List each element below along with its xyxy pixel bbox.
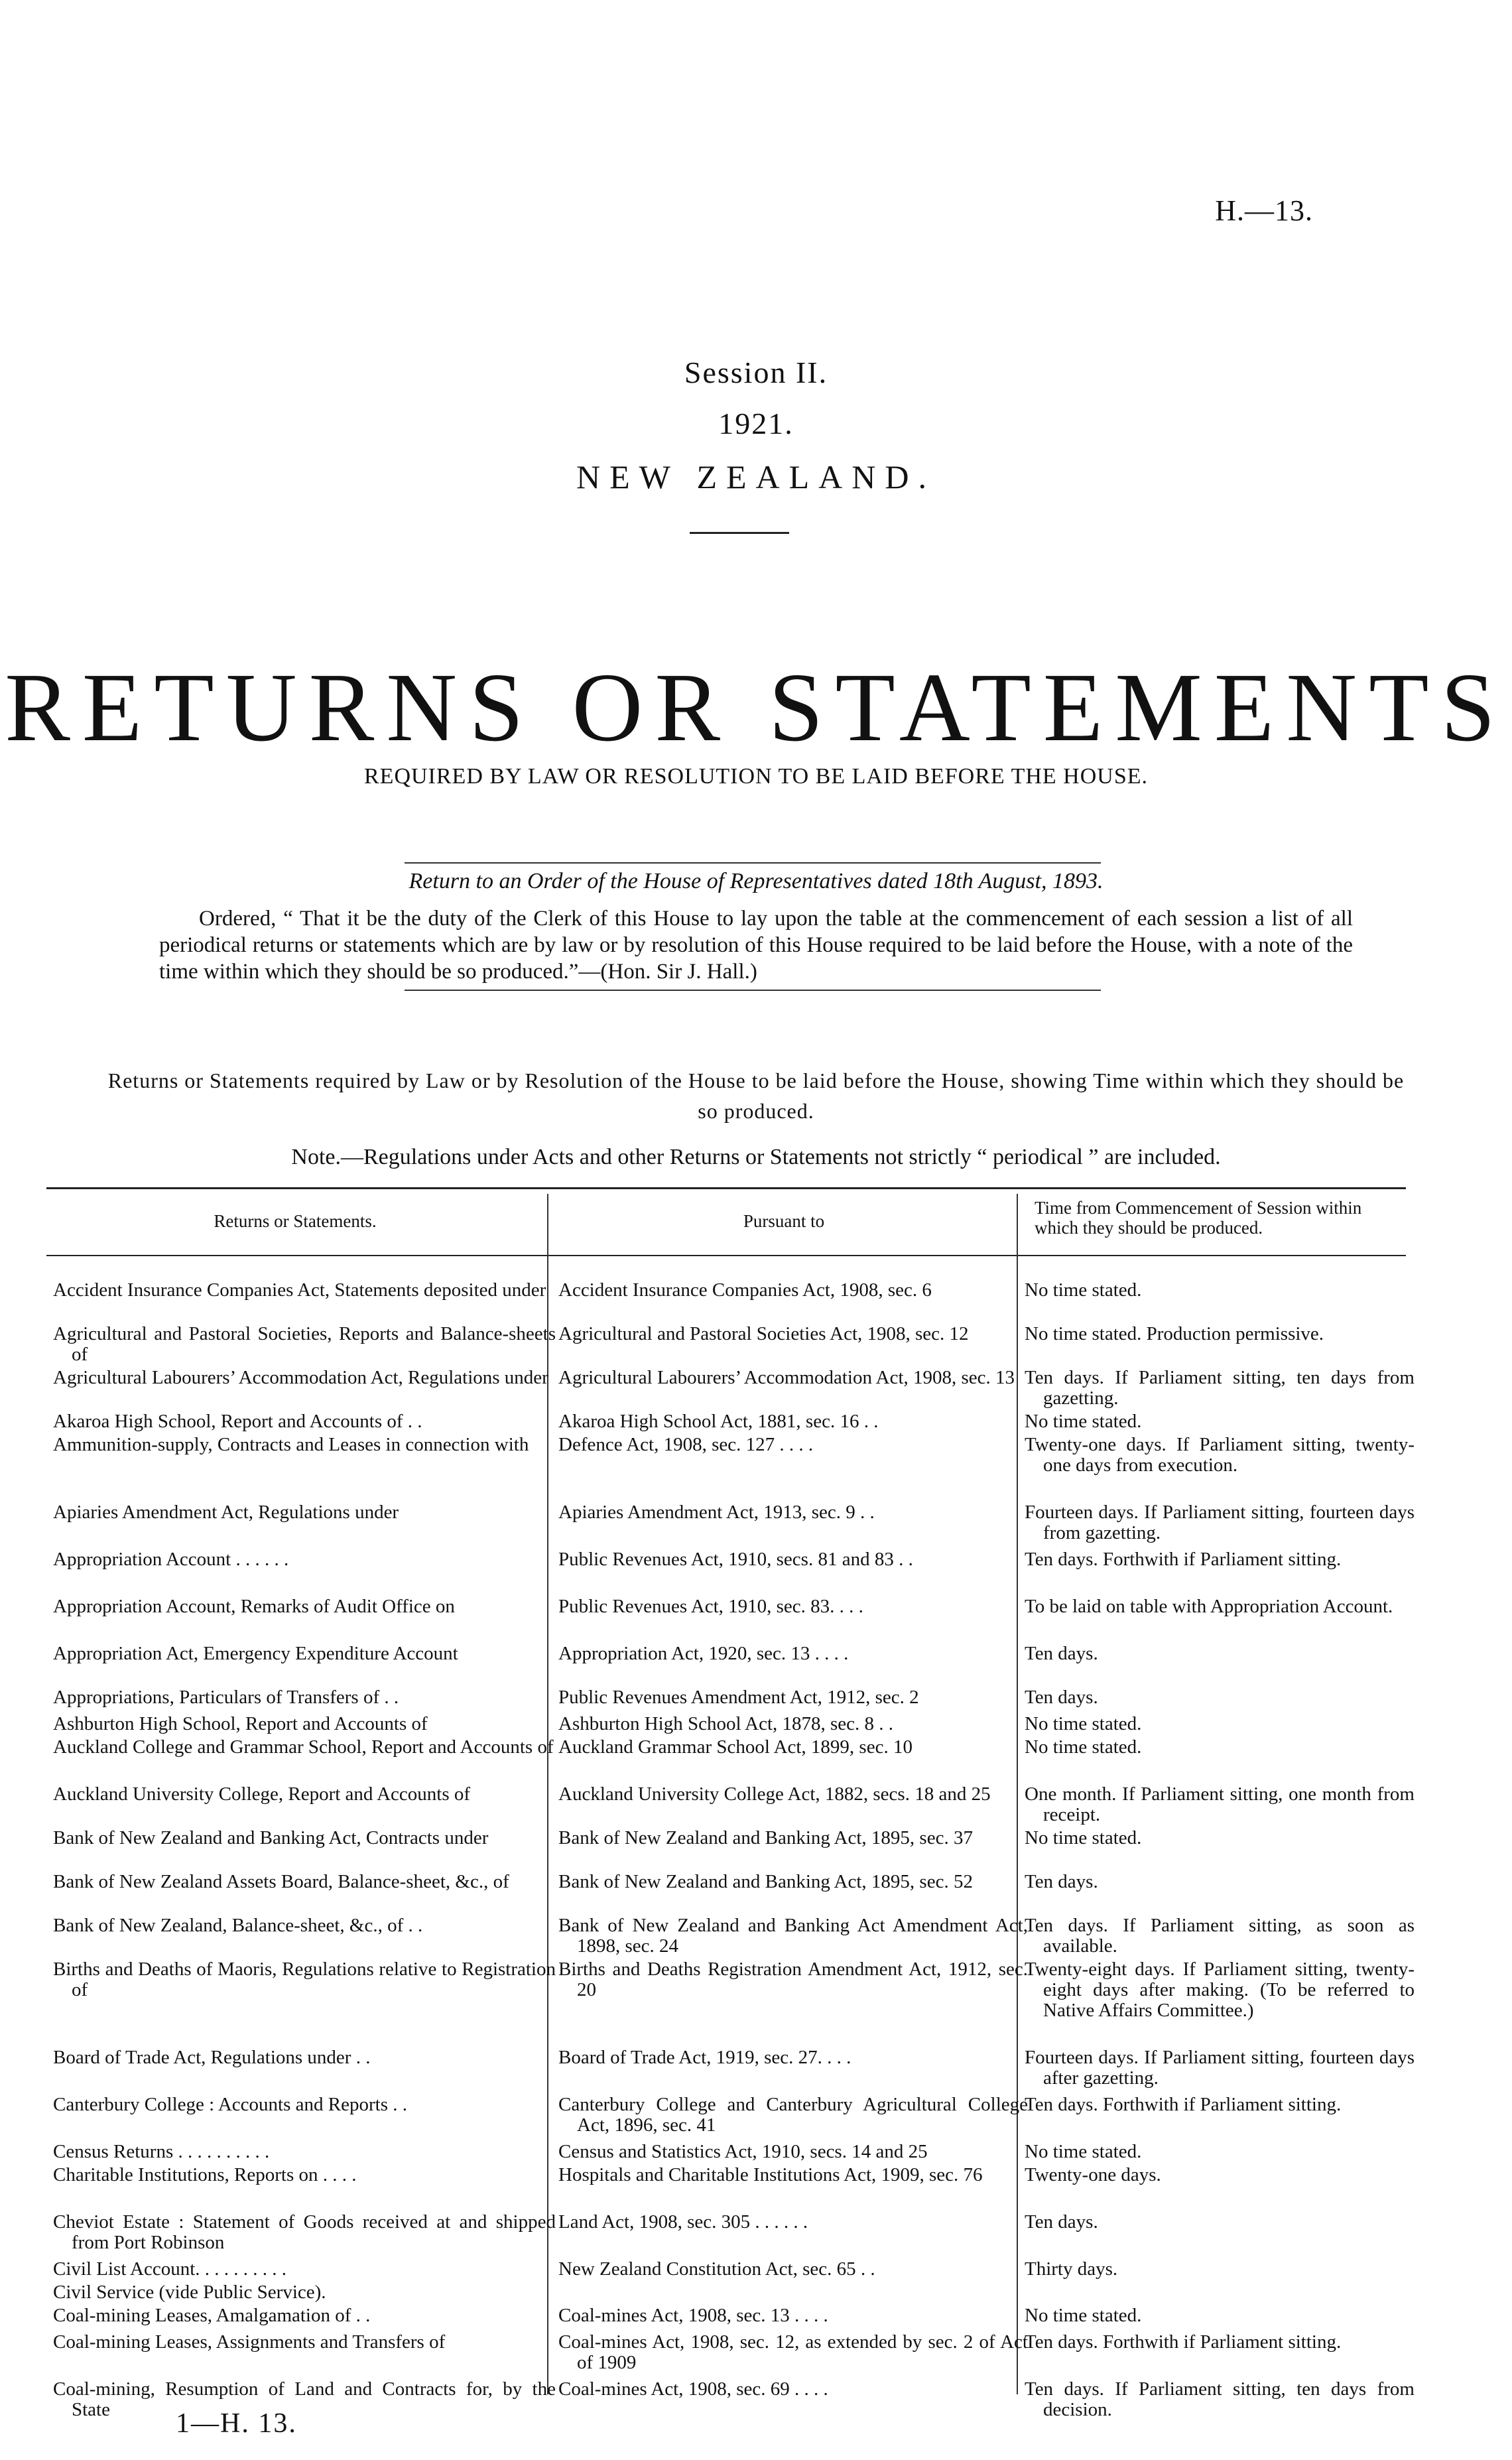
table-row bbox=[0, 1828, 1512, 1869]
table-row bbox=[0, 1687, 1512, 1708]
cell-pursuant: Board of Trade Act, 1919, sec. 27. . . . bbox=[558, 2047, 851, 2068]
table-top-rule bbox=[46, 1187, 1406, 1189]
order-heading: Return to an Order of the House of Representatives dated 18th August, 1893. bbox=[409, 869, 1103, 893]
cell-pursuant: Coal-mines Act, 1908, sec. 69 . . . . bbox=[558, 2378, 828, 2400]
cell-time: Ten days. If Parliament sitting, ten days from gazetting. bbox=[1025, 1367, 1415, 1409]
cell-returns: Appropriation Account . . . . . . bbox=[53, 1549, 289, 1570]
cell-returns: Akaroa High School, Report and Accounts of . . bbox=[53, 1411, 422, 1432]
cell-pursuant: Auckland University College Act, 1882, secs. 18 and 25 bbox=[558, 1783, 991, 1805]
table-header bbox=[0, 1194, 1512, 1254]
cell-returns: Appropriation Act, Emergency Expenditure Account bbox=[53, 1643, 458, 1664]
cell-pursuant: Auckland Grammar School Act, 1899, sec. 10 bbox=[558, 1736, 913, 1758]
table-row bbox=[0, 1737, 1512, 1778]
page-reference: H.—13. bbox=[1215, 194, 1313, 227]
cell-time: Ten days. bbox=[1025, 1871, 1098, 1892]
cell-returns: Civil List Account. . . . . . . . . . bbox=[53, 2258, 287, 2280]
cell-returns: Coal-mining Leases, Amalgamation of . . bbox=[53, 2305, 371, 2326]
table-row bbox=[0, 2259, 1512, 2280]
table-row bbox=[0, 1435, 1512, 1496]
cell-pursuant: Coal-mines Act, 1908, sec. 13 . . . . bbox=[558, 2305, 828, 2326]
cell-returns: Agricultural and Pastoral Societies, Reports and Balance-sheets of bbox=[53, 1323, 556, 1365]
cell-returns: Agricultural Labourers’ Accommodation Act, Regulations under bbox=[53, 1367, 548, 1388]
table-row bbox=[0, 1368, 1512, 1409]
cell-time: Fourteen days. If Parliament sitting, fourteen days from gazetting. bbox=[1025, 1502, 1415, 1543]
cell-time: One month. If Parliament sitting, one month from receipt. bbox=[1025, 1783, 1415, 1825]
cell-returns: Charitable Institutions, Reports on . . . . bbox=[53, 2164, 357, 2185]
cell-time: Ten days. bbox=[1025, 2211, 1098, 2233]
cell-pursuant: Hospitals and Charitable Institutions Act, 1909, sec. 76 bbox=[558, 2164, 983, 2185]
cell-time: No time stated. Production permissive. bbox=[1025, 1323, 1324, 1344]
main-title: RETURNS OR STATEMENTS bbox=[5, 653, 1507, 762]
cell-returns: Ashburton High School, Report and Accounts of bbox=[53, 1713, 428, 1734]
cell-time: Twenty-one days. If Parliament sitting, twenty-one days from execution. bbox=[1025, 1434, 1415, 1476]
cell-pursuant: Bank of New Zealand and Banking Act Amendment Act, 1898, sec. 24 bbox=[558, 1915, 1028, 1957]
cell-time: Ten days. Forthwith if Parliament sitting. bbox=[1025, 2331, 1342, 2353]
cell-returns: Bank of New Zealand Assets Board, Balance-sheet, &c., of bbox=[53, 1871, 509, 1892]
returns-table bbox=[0, 1280, 1512, 2423]
table-row bbox=[0, 1596, 1512, 1638]
cell-pursuant: Census and Statistics Act, 1910, secs. 14 and 25 bbox=[558, 2141, 928, 2162]
cell-pursuant: Agricultural and Pastoral Societies Act, 1908, sec. 12 bbox=[558, 1323, 969, 1344]
cell-pursuant: Bank of New Zealand and Banking Act, 1895, sec. 52 bbox=[558, 1871, 973, 1892]
cell-returns: Appropriations, Particulars of Transfers of . . bbox=[53, 1687, 399, 1708]
session-label: Session II. bbox=[684, 356, 828, 389]
cell-time: Ten days. If Parliament sitting, ten days from decision. bbox=[1025, 2378, 1415, 2420]
table-row bbox=[0, 1280, 1512, 1321]
table-row bbox=[0, 1549, 1512, 1590]
cell-returns: Auckland University College, Report and Accounts of bbox=[53, 1783, 471, 1805]
cell-pursuant: Ashburton High School Act, 1878, sec. 8 . . bbox=[558, 1713, 894, 1734]
cell-returns: Cheviot Estate : Statement of Goods received at and shipped from Port Robinson bbox=[53, 2211, 556, 2253]
cell-time: Twenty-eight days. If Parliament sitting, twenty-eight days after making. (To be referred to Native Affairs Committee.) bbox=[1025, 1959, 1415, 2021]
cell-time: No time stated. bbox=[1025, 1827, 1142, 1848]
year-label: 1921. bbox=[718, 407, 794, 440]
column-header-time: Time from Commencement of Session within which they should be produced. bbox=[1035, 1198, 1362, 1238]
cell-time: No time stated. bbox=[1025, 1279, 1142, 1301]
cell-pursuant: New Zealand Constitution Act, sec. 65 . . bbox=[558, 2258, 875, 2280]
cell-returns: Births and Deaths of Maoris, Regulations relative to Registration of bbox=[53, 1959, 556, 2000]
cell-pursuant: Land Act, 1908, sec. 305 . . . . . . bbox=[558, 2211, 808, 2233]
cell-time: Twenty-one days. bbox=[1025, 2164, 1161, 2185]
column-header-returns: Returns or Statements. bbox=[214, 1211, 377, 1231]
cell-pursuant: Public Revenues Act, 1910, sec. 83. . . . bbox=[558, 1596, 863, 1617]
table-row bbox=[0, 1502, 1512, 1543]
cell-pursuant: Appropriation Act, 1920, sec. 13 . . . . bbox=[558, 1643, 849, 1664]
cell-time: Ten days. bbox=[1025, 1687, 1098, 1708]
cell-returns: Canterbury College : Accounts and Reports . . bbox=[53, 2094, 407, 2115]
cell-time: Ten days. If Parliament sitting, as soon as available. bbox=[1025, 1915, 1415, 1957]
cell-returns: Board of Trade Act, Regulations under . . bbox=[53, 2047, 371, 2068]
cell-time: Ten days. bbox=[1025, 1643, 1098, 1664]
table-row bbox=[0, 2305, 1512, 2326]
table-row bbox=[0, 1872, 1512, 1913]
cell-pursuant: Canterbury College and Canterbury Agricultural College Act, 1896, sec. 41 bbox=[558, 2094, 1028, 2136]
cell-time: Ten days. Forthwith if Parliament sitting. bbox=[1025, 2094, 1342, 2115]
cell-time: No time stated. bbox=[1025, 1411, 1142, 1432]
table-row bbox=[0, 2165, 1512, 2206]
table-row bbox=[0, 2212, 1512, 2253]
cell-pursuant: Public Revenues Act, 1910, secs. 81 and 83 . . bbox=[558, 1549, 913, 1570]
cell-time: To be laid on table with Appropriation Account. bbox=[1025, 1596, 1393, 1617]
cell-time: No time stated. bbox=[1025, 1736, 1142, 1758]
cell-returns: Civil Service (vide Public Service). bbox=[53, 2282, 326, 2303]
cell-returns: Apiaries Amendment Act, Regulations under bbox=[53, 1502, 399, 1523]
table-row bbox=[0, 1959, 1512, 2041]
cell-returns: Auckland College and Grammar School, Report and Accounts of bbox=[53, 1736, 554, 1758]
table-row bbox=[0, 1784, 1512, 1825]
table-row bbox=[0, 2047, 1512, 2089]
cell-time: Fourteen days. If Parliament sitting, fourteen days after gazetting. bbox=[1025, 2047, 1415, 2089]
cell-time: No time stated. bbox=[1025, 2305, 1142, 2326]
cell-returns: Bank of New Zealand and Banking Act, Contracts under bbox=[53, 1827, 489, 1848]
footer-reference: 1—H. 13. bbox=[176, 2408, 297, 2439]
cell-pursuant: Bank of New Zealand and Banking Act, 1895, sec. 37 bbox=[558, 1827, 973, 1848]
table-row bbox=[0, 2282, 1512, 2303]
cell-time: No time stated. bbox=[1025, 1713, 1142, 1734]
table-row bbox=[0, 2332, 1512, 2373]
table-row bbox=[0, 1411, 1512, 1432]
note-text: Note.—Regulations under Acts and other Returns or Statements not strictly “ periodical ” are included. bbox=[291, 1145, 1221, 1169]
table-row bbox=[0, 1644, 1512, 1685]
cell-returns: Appropriation Account, Remarks of Audit Office on bbox=[53, 1596, 455, 1617]
table-row bbox=[0, 2095, 1512, 2136]
cell-time: No time stated. bbox=[1025, 2141, 1142, 2162]
cell-pursuant: Coal-mines Act, 1908, sec. 12, as extended by sec. 2 of Act of 1909 bbox=[558, 2331, 1028, 2373]
cell-returns: Coal-mining, Resumption of Land and Contracts for, by the State bbox=[53, 2378, 556, 2420]
table-row bbox=[0, 1324, 1512, 1365]
section-heading: Returns or Statements required by Law or by Resolution of the House to be laid before the House, showing Time within which they should be so produced. bbox=[107, 1068, 1405, 1123]
cell-returns: Census Returns . . . . . . . . . . bbox=[53, 2141, 270, 2162]
divider bbox=[690, 532, 789, 534]
cell-returns: Bank of New Zealand, Balance-sheet, &c., of . . bbox=[53, 1915, 423, 1936]
column-header-pursuant: Pursuant to bbox=[743, 1211, 825, 1231]
cell-returns: Accident Insurance Companies Act, Statements deposited under bbox=[53, 1279, 546, 1301]
table-header-rule bbox=[46, 1255, 1406, 1256]
cell-returns: Ammunition-supply, Contracts and Leases in connection with bbox=[53, 1434, 529, 1455]
table-row bbox=[0, 2142, 1512, 2162]
cell-pursuant: Births and Deaths Registration Amendment Act, 1912, sec. 20 bbox=[558, 1959, 1028, 2000]
divider bbox=[405, 990, 1101, 991]
order-text: Ordered, “ That it be the duty of the Clerk of this House to lay upon the table at the commencement of each session a list of all periodical returns or statements which are by law or by resolution of this House required to be laid before the House, with a note of the time within which they should be so produced.”—(Hon. Sir J. Hall.) bbox=[159, 907, 1353, 984]
cell-pursuant: Public Revenues Amendment Act, 1912, sec. 2 bbox=[558, 1687, 919, 1708]
cell-pursuant: Akaroa High School Act, 1881, sec. 16 . . bbox=[558, 1411, 879, 1432]
cell-pursuant: Accident Insurance Companies Act, 1908, sec. 6 bbox=[558, 1279, 932, 1301]
cell-time: Ten days. Forthwith if Parliament sitting. bbox=[1025, 1549, 1342, 1570]
table-row bbox=[0, 1714, 1512, 1734]
cell-time: Thirty days. bbox=[1025, 2258, 1118, 2280]
cell-pursuant: Apiaries Amendment Act, 1913, sec. 9 . . bbox=[558, 1502, 875, 1523]
sub-title: REQUIRED BY LAW OR RESOLUTION TO BE LAID BEFORE THE HOUSE. bbox=[364, 764, 1148, 789]
cell-returns: Coal-mining Leases, Assignments and Transfers of bbox=[53, 2331, 446, 2353]
country-label: NEW ZEALAND. bbox=[576, 458, 936, 495]
cell-pursuant: Agricultural Labourers’ Accommodation Act, 1908, sec. 13 bbox=[558, 1367, 1015, 1388]
divider bbox=[405, 862, 1101, 864]
cell-pursuant: Defence Act, 1908, sec. 127 . . . . bbox=[558, 1434, 814, 1455]
table-row bbox=[0, 1915, 1512, 1957]
